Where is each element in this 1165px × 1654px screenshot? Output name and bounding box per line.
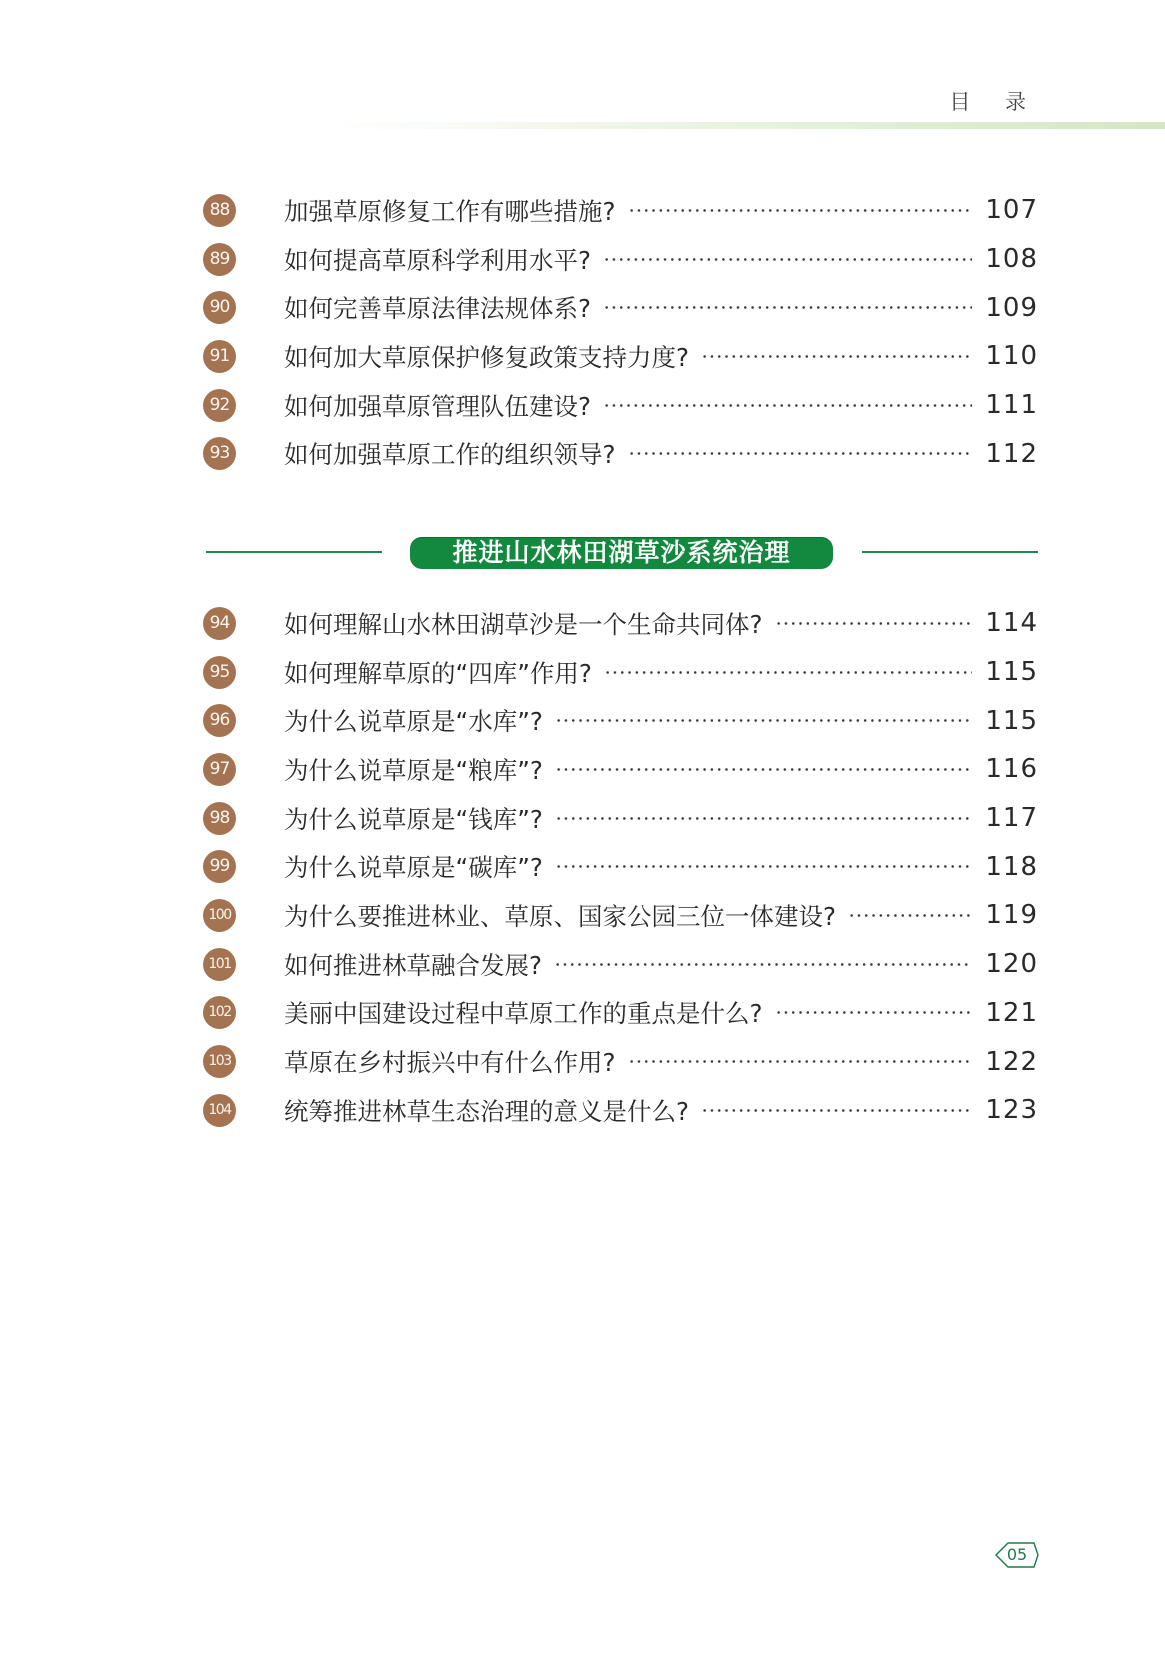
question-number-badge: 99 <box>203 850 236 883</box>
toc-entry-title[interactable]: 为什么说草原是“粮库”? <box>284 755 543 785</box>
toc-page-number: 115 <box>985 705 1038 736</box>
question-number-badge: 101 <box>203 948 236 981</box>
question-number-badge: 100 <box>203 899 236 932</box>
toc-row[interactable] <box>203 940 1038 989</box>
toc-entry-title[interactable]: 如何理解草原的“四库”作用? <box>284 658 592 688</box>
toc-page-number: 123 <box>985 1095 1038 1126</box>
toc-row[interactable] <box>203 1037 1038 1086</box>
question-number-badge: 102 <box>203 996 236 1029</box>
toc-row[interactable] <box>203 332 1038 381</box>
toc-row[interactable] <box>203 283 1038 332</box>
toc-page-number: 117 <box>985 803 1038 834</box>
toc-page-number: 107 <box>985 195 1038 226</box>
dot-leader <box>848 913 972 918</box>
toc-entry-title[interactable]: 草原在乡村振兴中有什么作用? <box>284 1048 616 1078</box>
toc-entry-title[interactable]: 加强草原修复工作有哪些措施? <box>284 196 616 226</box>
question-number-badge: 91 <box>203 340 236 373</box>
toc-row[interactable] <box>203 381 1038 430</box>
toc-row[interactable] <box>203 794 1038 843</box>
question-number-badge: 90 <box>203 291 236 324</box>
dot-leader <box>628 208 972 213</box>
header-gradient-rule <box>330 122 1165 129</box>
question-number-badge: 103 <box>203 1045 236 1078</box>
dot-leader <box>775 621 972 626</box>
toc-row[interactable] <box>203 648 1038 697</box>
toc-row[interactable] <box>203 842 1038 891</box>
toc-row[interactable] <box>203 429 1038 478</box>
question-number-badge: 104 <box>203 1094 236 1127</box>
toc-page-number: 116 <box>985 754 1038 785</box>
dot-leader <box>603 257 972 262</box>
toc-entry-title[interactable]: 如何加强草原工作的组织领导? <box>284 440 616 470</box>
page-number-badge <box>994 1540 1040 1570</box>
dot-leader <box>628 451 972 456</box>
toc-entry-title[interactable]: 为什么说草原是“钱库”? <box>284 804 543 834</box>
toc-page-number: 110 <box>985 341 1038 372</box>
toc-entry-title[interactable]: 为什么说草原是“水库”? <box>284 707 543 737</box>
dot-leader <box>604 670 972 675</box>
toc-entry-title[interactable]: 如何推进林草融合发展? <box>284 950 543 980</box>
toc-entry-title[interactable]: 如何加大草原保护修复政策支持力度? <box>284 342 690 372</box>
section-divider-right <box>862 551 1038 553</box>
toc-page-number: 122 <box>985 1046 1038 1077</box>
toc-page-number: 115 <box>985 657 1038 688</box>
dot-leader <box>555 767 972 772</box>
toc-list-group-1 <box>203 186 1038 478</box>
section-divider-left <box>206 551 382 553</box>
toc-list-group-2 <box>203 599 1038 1135</box>
dot-leader <box>555 718 972 723</box>
toc-row[interactable] <box>203 745 1038 794</box>
toc-page-number: 121 <box>985 997 1038 1028</box>
question-number-badge: 92 <box>203 389 236 422</box>
toc-row[interactable] <box>203 1086 1038 1135</box>
question-number-badge: 89 <box>203 243 236 276</box>
toc-entry-title[interactable]: 美丽中国建设过程中草原工作的重点是什么? <box>284 999 763 1029</box>
toc-page-number: 119 <box>985 900 1038 931</box>
toc-row[interactable] <box>203 235 1038 284</box>
toc-entry-title[interactable]: 为什么说草原是“碳库”? <box>284 853 543 883</box>
dot-leader <box>555 864 972 869</box>
dot-leader <box>701 1108 972 1113</box>
toc-page-number: 112 <box>985 438 1038 469</box>
question-number-badge: 96 <box>203 704 236 737</box>
toc-page-number: 111 <box>985 390 1038 421</box>
toc-entry-title[interactable]: 为什么要推进林业、草原、国家公园三位一体建设? <box>284 901 837 931</box>
toc-row[interactable] <box>203 186 1038 235</box>
question-number-badge: 95 <box>203 656 236 689</box>
section-heading-banner: 推进山水林田湖草沙系统治理 <box>410 537 833 569</box>
toc-page-number: 114 <box>985 608 1038 639</box>
question-number-badge: 93 <box>203 437 236 470</box>
page-header-title: 目 录 <box>949 90 1040 114</box>
toc-entry-title[interactable]: 如何提高草原科学利用水平? <box>284 245 592 275</box>
dot-leader <box>775 1010 972 1015</box>
toc-row[interactable] <box>203 696 1038 745</box>
question-number-badge: 97 <box>203 753 236 786</box>
question-number-badge: 88 <box>203 194 236 227</box>
dot-leader <box>555 816 972 821</box>
toc-page-number: 118 <box>985 851 1038 882</box>
footer-page-number: 05 <box>1006 1545 1028 1564</box>
toc-row[interactable] <box>203 599 1038 648</box>
dot-leader <box>701 354 972 359</box>
question-number-badge: 98 <box>203 802 236 835</box>
dot-leader <box>554 962 972 967</box>
toc-entry-title[interactable]: 如何加强草原管理队伍建设? <box>284 391 592 421</box>
toc-row[interactable] <box>203 989 1038 1038</box>
toc-page-number: 120 <box>985 949 1038 980</box>
dot-leader <box>603 403 972 408</box>
toc-row[interactable] <box>203 891 1038 940</box>
toc-page-number: 109 <box>985 292 1038 323</box>
toc-entry-title[interactable]: 如何完善草原法律法规体系? <box>284 294 592 324</box>
toc-entry-title[interactable]: 如何理解山水林田湖草沙是一个生命共同体? <box>284 609 763 639</box>
question-number-badge: 94 <box>203 607 236 640</box>
dot-leader <box>628 1059 972 1064</box>
toc-entry-title[interactable]: 统筹推进林草生态治理的意义是什么? <box>284 1096 690 1126</box>
toc-page-number: 108 <box>985 244 1038 275</box>
dot-leader <box>603 305 972 310</box>
